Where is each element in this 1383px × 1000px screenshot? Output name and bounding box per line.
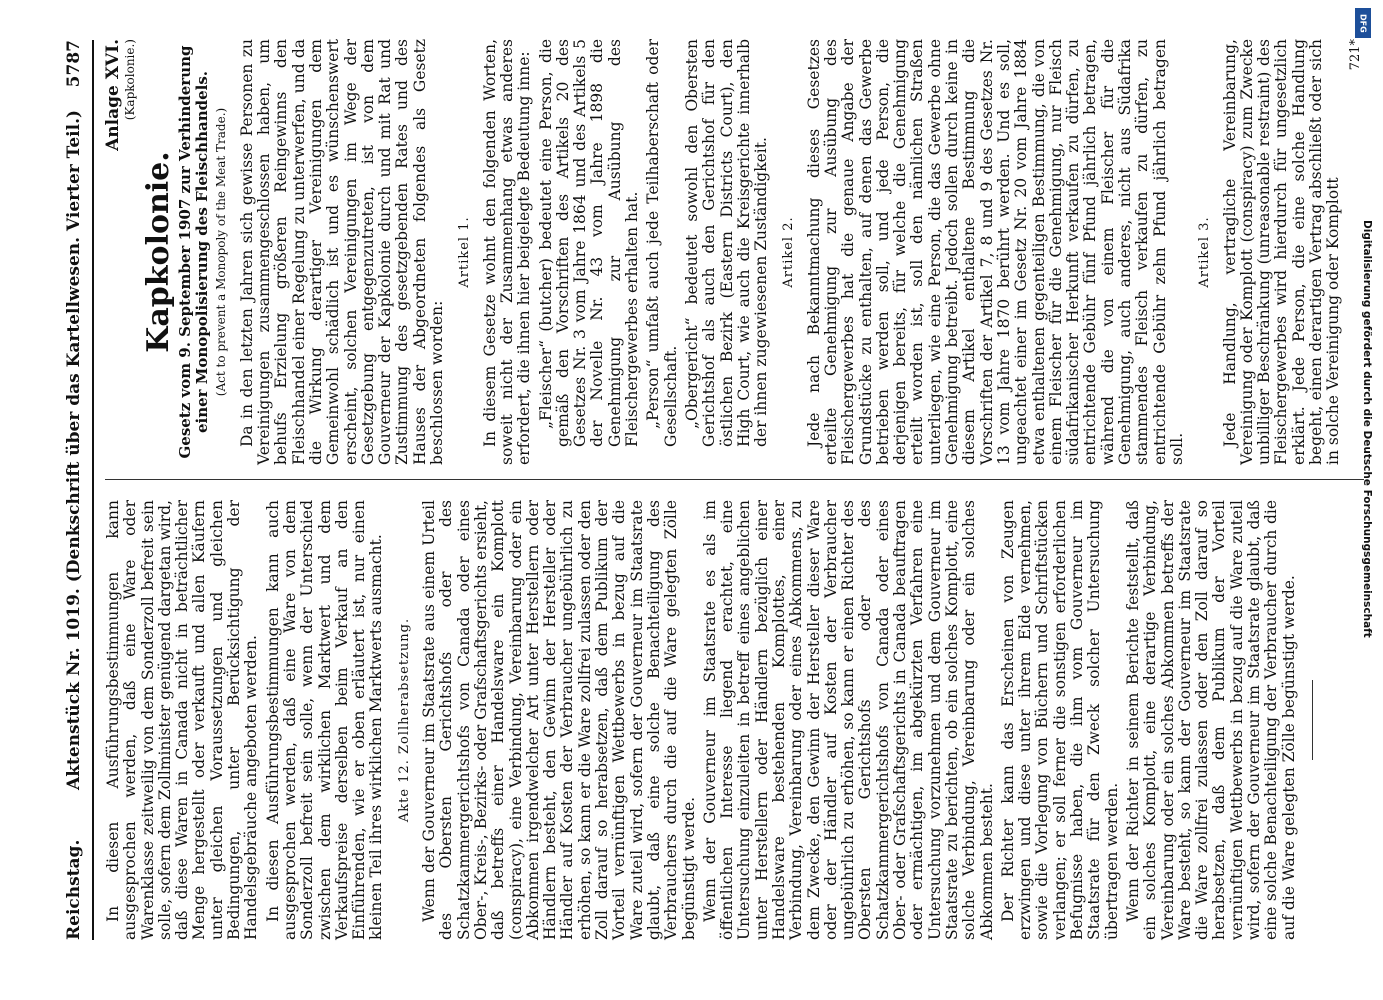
- digitization-credit: Digitalisierung gefördert durch die Deutsche Forschungsgemeinschaft: [1361, 220, 1373, 638]
- right-column: [105, 39, 1364, 480]
- paragraph: In diesen Ausführungsbestimmungen kann auch ausgesprochen werden, daß eine Ware von dem Sonderzoll befreit sein solle, wenn der Unterschied zwischen dem wirklichen Marktwert und dem Verkaufspreise derselben beim Verkauf an den Einführenden, wie er oben erläutert ist, nur einen kleinen Teil ihres wirklichen Marktwerts ausmacht.: [263, 500, 386, 940]
- divider: [1312, 680, 1313, 760]
- left-column: [105, 500, 1327, 940]
- paragraph: Jede nach Bekanntmachung dieses Gesetzes erteilte Genehmigung zur Ausübung des Fleischergewerbes hat die genaue Angabe der Grundstücke zu enthalten, auf denen das Gewerbe betrieben werden soll, und jede Person, die derjenigen bereits, für welche die Genehmigung erteilt worden ist, soll den nämlichen Straßen unterliegen, wie eine Person, die das Gewerbe ohne Genehmigung betreibt. Jedoch sollen durch keine in diesem Artikel enthaltene Bestimmung die Vorschriften der Artikel 7, 8 und 9 des Gesetzes Nr. 13 vom Jahre 1870 berührt werden. Und es soll, ungeachtet einer im Gesetz Nr. 20 vom Jahre 1884 etwa enthaltenen gegenteiligen Bestimmung, die von einem Fleischer für die Genehmigung, nur Fleisch südafrikanischer Herkunft verkaufen zu dürfen, zu entrichtende Gebühr fünf Pfund jährlich betragen, während die von einem Fleischer für die Genehmigung, auch anderes, nicht aus Südafrika stammendes Fleisch verkaufen zu dürfen, zu entrichtende Gebühr zehn Pfund jährlich betragen soll.: [804, 39, 1186, 465]
- paragraph: Der Richter kann das Erscheinen von Zeugen erzwingen und diese unter ihrem Eide vernehmen, sowie die Vorlegung von Büchern und Schriftstücken verlangen; er soll ferner die sonstigen erforderlichen Befugnisse haben, die ihm vom Gouverneur im Staatsrate für den Zweck solcher Untersuchung übertragen werden.: [998, 500, 1121, 940]
- definition: „Fleischer“ (butcher) bedeutet eine Person, die gemäß den Vorschriften des Artikels 20 des Gesetzes Nr. 3 vom Jahre 1864 und des Artikels 5 der Novelle Nr. 43 vom Jahre 1898 die Genehmigung zur Ausübung des Fleischergewerbes erhalten hat.: [536, 39, 642, 447]
- paragraph: In diesem Gesetze wohnt den folgenden Worten, soweit nicht der Zusammenhang etwas anderes erfordert, die ihnen hier beigelegte Bedeutung inne:: [480, 39, 534, 465]
- paragraph: In diesen Ausführungsbestimmungen kann ausgesprochen werden, daß eine Ware oder Warenklasse zeitweilig von dem Sonderzoll befreit sein solle, sofern dem Zollminister genügend dargetan wird, daß diese Waren in Canada nicht in beträchtlicher Menge hergestellt oder verkauft und allen Käufern unter gleichen Voraussetzungen und gleichen Bedingungen, unter Berücksichtigung der Handelsgebräuche angeboten werden.: [104, 500, 261, 940]
- law-subtitle: (Act to prevent a Monopoly of the Meat Trade.): [214, 107, 229, 397]
- definition: „Person“ umfaßt auch jede Teilhaberschaft oder Gesellschaft.: [644, 39, 680, 447]
- page-number: 5787: [64, 40, 84, 88]
- header-left: Reichstag.: [64, 839, 84, 940]
- section-title: Kapkolonie.: [140, 151, 176, 353]
- page-reference: 721*: [1347, 39, 1363, 71]
- article-heading: Artikel 3.: [1197, 216, 1213, 288]
- law-title: Gesetz vom 9. September 1907 zur Verhinderung einer Monopolisierung des Fleischhandels.: [175, 45, 212, 459]
- paragraph: Wenn der Richter in seinem Berichte feststellt, daß ein solches Komplott, eine derartige Verbindung, Vereinbarung oder ein solches Abkommen betreffs der Ware besteht, so kann der Gouverneur im Staatsrate die Ware zollfrei zulassen oder den Zoll darauf so herabsetzen, daß dem Publikum der Vorteil vernünftigen Wettbewerbs in bezug auf die Ware zuteil wird, sofern der Gouverneur im Staatsrate glaubt, daß eine solche Benachteiligung der Verbraucher durch die auf die Ware gelegten Zölle begünstigt werde.: [1123, 500, 1298, 940]
- paragraph: Wenn der Gouverneur im Staatsrate aus einem Urteil des Obersten Gerichtshofs oder des Schatzkammergerichtshofs von Canada oder eines Ober-, Kreis-, Bezirks- oder Grafschaftsgerichts ersieht, daß betreffs einer Handelsware ein Komplott (conspiracy), eine Verbindung, Vereinbarung oder ein Abkommen irgendwelcher Art unter Herstellern oder Händlern besteht, den Gewinn der Hersteller oder Händler auf Kosten der Verbraucher ungebührlich zu erhöhen, so kann er die Ware zollfrei zulassen oder den Zoll darauf so herabsetzen, daß dem Publikum der Vorteil vernünftigen Wettbewerbs in bezug auf die Ware zuteil wird, sofern der Gouverneur im Staatsrate glaubt, daß eine solche Benachteiligung des Verbrauchers durch die auf die Ware gelegten Zölle begünstigt werde.: [420, 500, 698, 940]
- paragraph: Wenn der Gouverneur im Staatsrate es als im öffentlichen Interesse liegend erachtet, eine Untersuchung einzuleiten in betreff eines angeblichen unter Herstellern oder Händlern bezüglich einer Handelsware bestehenden Komplottes, einer Verbindung, Vereinbarung oder eines Abkommens, zu dem Zwecke, den Gewinn der Hersteller dieser Ware oder der Händler auf Kosten der Verbraucher ungebührlich zu erhöhen, so kann er einen Richter des Obersten Gerichtshofs oder des Schatzkammergerichtshofs von Canada oder eines Ober- oder Grafschaftsgerichts in Canada beauftragen oder ermächtigen, im abgekürzten Verfahren eine Untersuchung vorzunehmen und dem Gouverneur im Staatsrate zu berichten, ob ein solches Komplott, eine solche Verbindung, Vereinbarung oder ein solches Abkommen besteht.: [700, 500, 996, 940]
- paragraph: Jede Handlung, vertragliche Vereinbarung, Vereinigung oder Komplott (conspiracy) zum Zwecke unbilliger Beschränkung (unreasonable restraint) des Fleischergewerbes wird hierdurch für ungesetzlich erklärt. Jede Person, die eine solche Handlung begeht, einen derartigen Vertrag abschließt oder sich in solche Vereinigung oder Komplott: [1220, 39, 1343, 465]
- page-header: [58, 40, 94, 940]
- preamble: Da in den letzten Jahren sich gewisse Personen zu Vereinigungen zusammengeschlossen haben, um behufs Erzielung größeren Reingewinns den Fleischhandel einer Regelung zu unterwerfen, und da die Wirkung derartiger Vereinigungen dem Gemeinwohl schädlich ist und es wünschenswert erscheint, solchen Vereinigungen im Wege der Gesetzgebung entgegenzutreten, ist von dem Gouverneur der Kapkolonie durch und mit Rat und Zustimmung des gesetzgebenden Rates und des Hauses der Abgeordneten folgendes als Gesetz beschlossen worden:: [237, 39, 447, 465]
- dfg-logo: DFG: [1355, 8, 1371, 38]
- side-margin: [1353, 0, 1379, 1000]
- article-heading: Artikel 2.: [781, 216, 797, 288]
- annex-sub: (Kapkolonie.): [123, 39, 138, 121]
- section-heading: Akte 12. Zollherabsetzung.: [396, 617, 412, 823]
- article-heading: Artikel 1.: [457, 216, 473, 288]
- definition: „Obergericht“ bedeutet sowohl den Obersten Gerichtshof als auch den Gerichtshof für den östlichen Bezirk (Eastern Districts Court), den High Court, wie auch die Kreisgerichte innerhalb der ihnen zugewiesenen Zuständigkeit.: [682, 39, 771, 447]
- annex-label: Anlage XVI.: [103, 39, 123, 151]
- header-title: Aktenstück Nr. 1019. (Denkschrift über das Kartellwesen. Vierter Teil.): [64, 109, 84, 790]
